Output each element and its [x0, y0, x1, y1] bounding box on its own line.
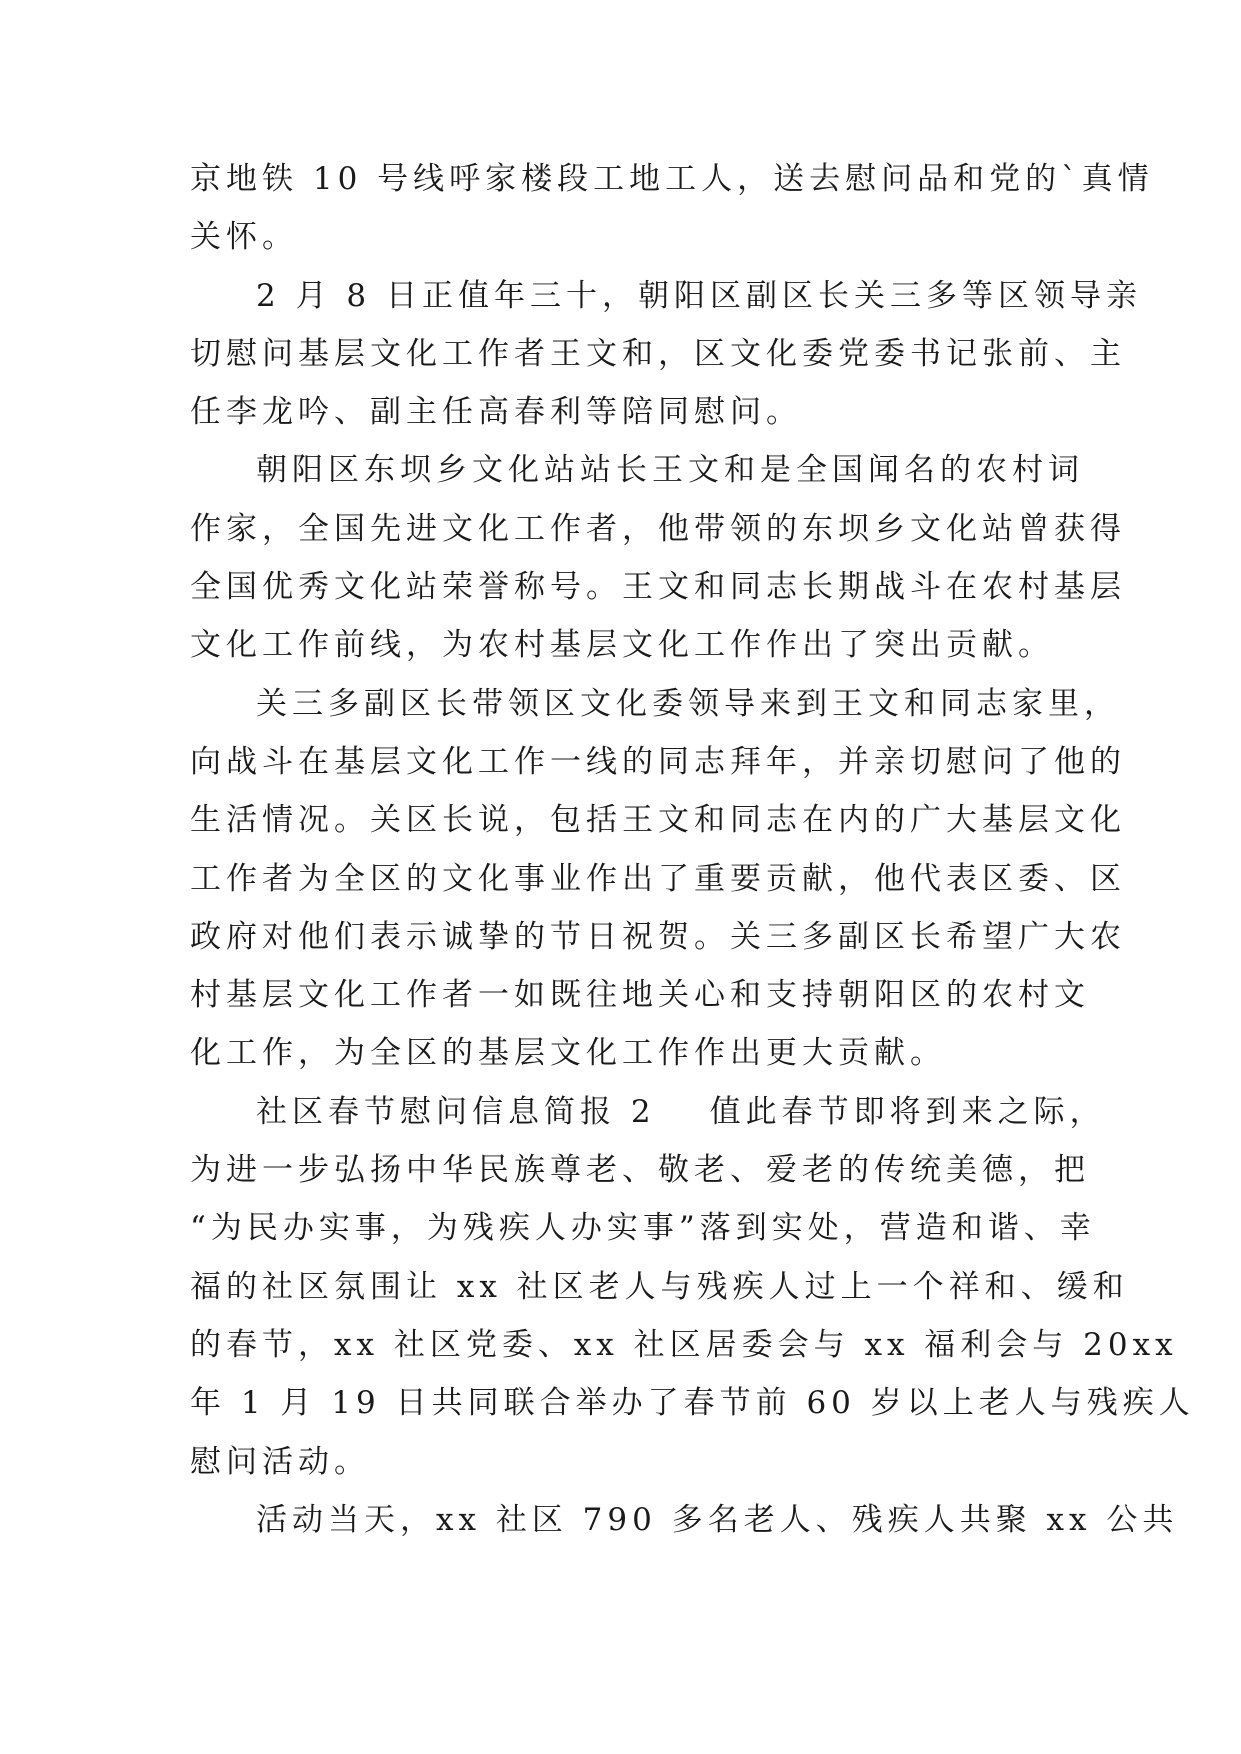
- text-line: 化工作，为全区的基层文化工作作出更大贡献。: [190, 1035, 946, 1072]
- text-line: 文化工作前线，为农村基层文化工作作出了突出贡献。: [190, 627, 1054, 664]
- text-line: 作家，全国先进文化工作者，他带领的东坝乡文化站曾获得: [190, 510, 1126, 547]
- text-line: 为进一步弘扬中华民族尊老、敬老、爱老的传统美德，把: [190, 1152, 1090, 1189]
- text-line: 的春节，xx 社区党委、xx 社区居委会与 xx 福利会与 20xx: [190, 1326, 1178, 1363]
- paragraph-1: [190, 150, 1154, 267]
- heading-continuation: 值此春节即将到来之际，: [709, 1093, 1106, 1130]
- paragraph-4: [190, 675, 1126, 1083]
- text-line: 年 1 月 19 日共同联合举办了春节前 60 岁以上老人与残疾人: [190, 1385, 1195, 1422]
- text-line: 任李龙吟、副主任高春利等陪同慰问。: [190, 394, 802, 431]
- paragraph-3: [190, 441, 1126, 674]
- paragraph-6: [190, 1491, 1179, 1549]
- text-line: 切慰问基层文化工作者王文和，区文化委党委书记张前、主: [190, 335, 1126, 372]
- document-body: [190, 150, 1195, 1549]
- paragraph-2: [190, 267, 1143, 442]
- text-line: “为民办实事，为残疾人办实事”落到实处，营造和谐、幸: [190, 1210, 1096, 1247]
- text-line: 工作者为全区的文化事业作出了重要贡献，他代表区委、区: [190, 860, 1126, 897]
- text-line: 慰问活动。: [190, 1443, 370, 1480]
- text-line: 2 月 8 日正值年三十，朝阳区副区长关三多等区领导亲: [256, 277, 1143, 314]
- text-line: 京地铁 10 号线呼家楼段工地工人，送去慰问品和党的`真情: [190, 161, 1154, 197]
- text-line: 政府对他们表示诚挚的节日祝贺。关三多副区长希望广大农: [190, 918, 1126, 955]
- text-line: 全国优秀文化站荣誉称号。王文和同志长期战斗在农村基层: [190, 569, 1126, 606]
- text-line: 福的社区氛围让 xx 社区老人与残疾人过上一个祥和、缓和: [190, 1268, 1129, 1305]
- text-line: 村基层文化工作者一如既往地关心和支持朝阳区的农村文: [190, 977, 1090, 1014]
- text-line: 生活情况。关区长说，包括王文和同志在内的广大基层文化: [190, 802, 1126, 839]
- text-line: [190, 1083, 1106, 1141]
- text-line: 活动当天，xx 社区 790 多名老人、残疾人共聚 xx 公共: [256, 1501, 1179, 1538]
- text-line: 向战斗在基层文化工作一线的同志拜年，并亲切慰问了他的: [190, 743, 1126, 780]
- section-heading: 社区春节慰问信息简报 2: [256, 1093, 656, 1130]
- text-line: 关怀。: [190, 219, 298, 256]
- text-line: 朝阳区东坝乡文化站站长王文和是全国闻名的农村词: [256, 452, 1084, 489]
- paragraph-5: [190, 1083, 1195, 1491]
- text-line: 关三多副区长带领区文化委领导来到王文和同志家里，: [256, 685, 1120, 722]
